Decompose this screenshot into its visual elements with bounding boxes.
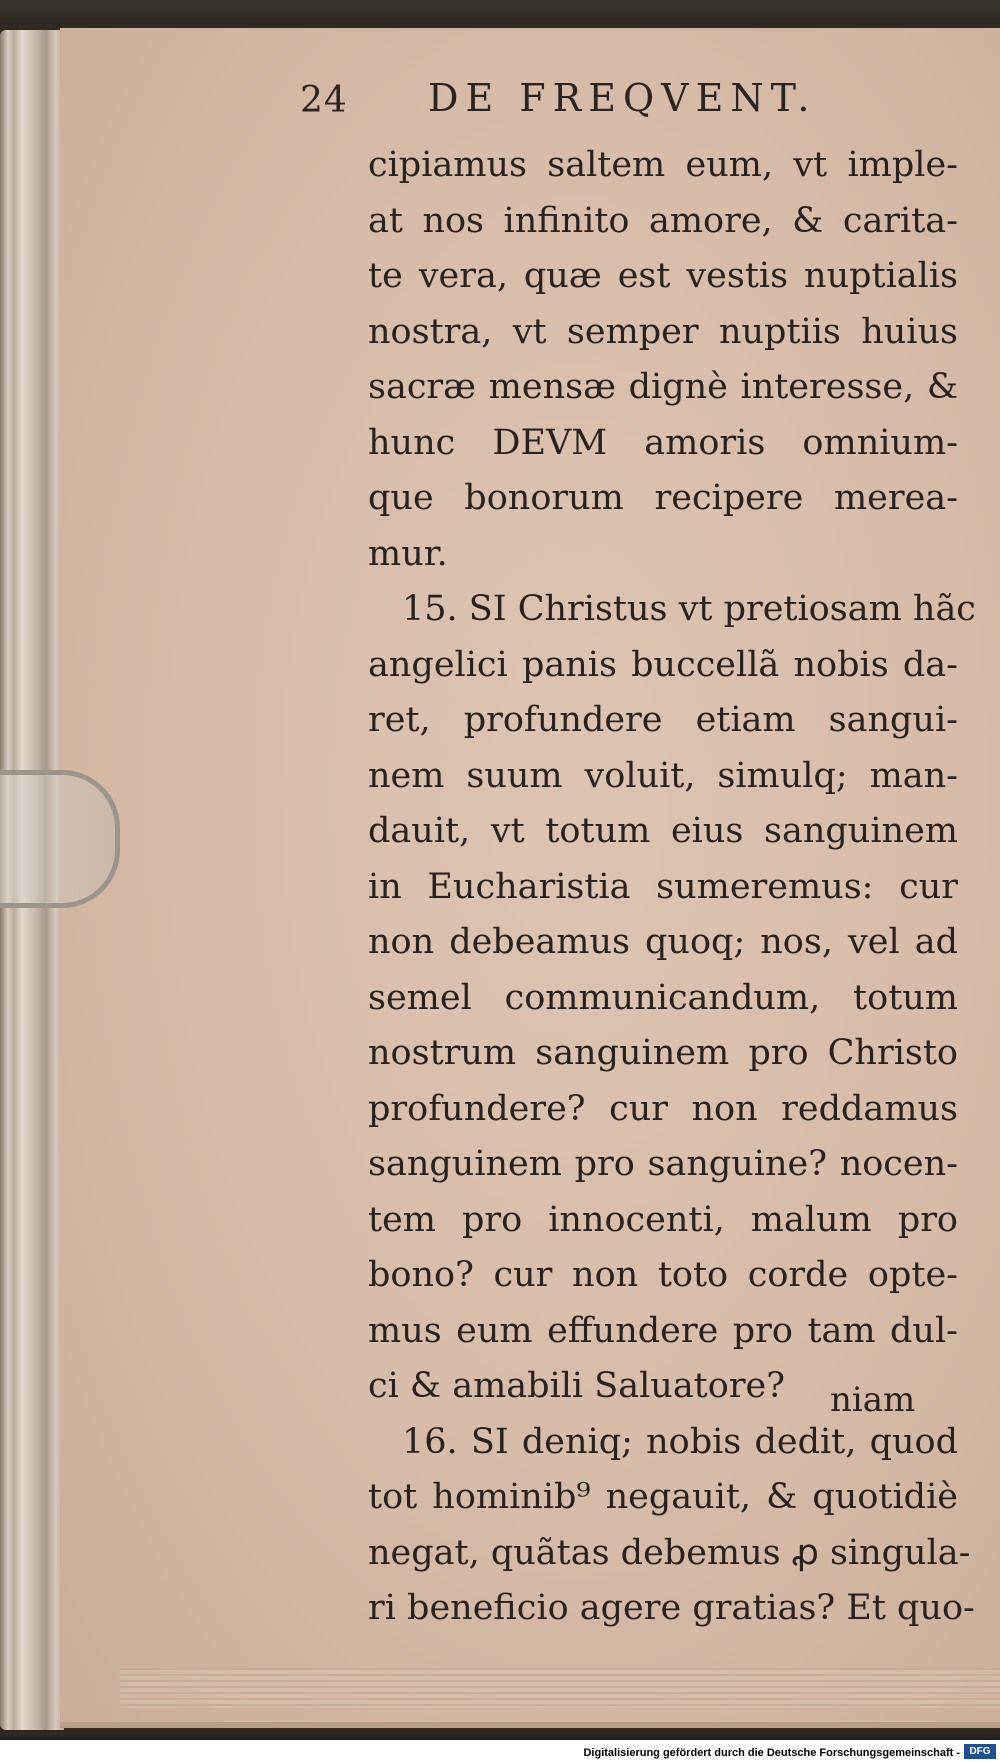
- text-line: nem suum voluit, simulq; man-: [368, 755, 958, 796]
- text-line: ret, profundere etiam sangui-: [368, 700, 958, 740]
- text-line: angelici panis buccellã nobis da-: [368, 644, 958, 685]
- running-head: [300, 70, 910, 130]
- text-line: nostra, vt semper nuptiis huius: [368, 311, 958, 352]
- text-line: que bonorum recipere merea-: [368, 478, 958, 518]
- text-line: cipiamus saltem eum, vt imple-: [368, 145, 958, 185]
- text-line: at nos infinito amore, & carita-: [368, 200, 958, 241]
- paragraph-start-line: 15. SI Christus vt pretiosam hãc: [402, 589, 976, 629]
- paragraph-start-line: 16. SI deniq; nobis dedit, quod: [402, 1421, 958, 1462]
- text-line: profundere? cur non reddamus: [368, 1088, 958, 1129]
- text-line: ri beneficio agere gratias? Et quo-: [368, 1588, 975, 1628]
- text-line: nostrum sanguinem pro Christo: [368, 1033, 958, 1073]
- text-line: sanguinem pro sanguine? nocen-: [368, 1144, 958, 1184]
- digitization-footer: [0, 1740, 1000, 1762]
- dfg-logo-icon: DFG: [964, 1744, 996, 1759]
- text-line: bono? cur non toto corde opte-: [368, 1255, 958, 1295]
- text-line: dauit, vt totum eius sanguinem: [368, 811, 958, 851]
- text-line: mur.: [368, 533, 448, 574]
- text-line: ci & amabili Saluatore?: [368, 1366, 786, 1406]
- text-line: tot hominib⁹ negauit, & quotidiè: [368, 1477, 958, 1517]
- text-line: negat, quãtas debemus ꝓ singula-: [368, 1532, 971, 1573]
- page-number: 24: [300, 80, 348, 121]
- page-edge-lines: [120, 1668, 1000, 1708]
- text-line: hunc DEVM amoris omnium-: [368, 422, 958, 463]
- clasp-clip: [0, 770, 120, 908]
- text-line: non debeamus quoq; nos, vel ad: [368, 922, 958, 962]
- funding-credit: Digitalisierung gefördert durch die Deutsche Forschungsgemeinschaft -: [583, 1747, 960, 1759]
- catchword: niam: [830, 1380, 916, 1420]
- running-title: DE FREQVENT.: [428, 76, 817, 120]
- text-line: sacræ mensæ dignè interesse, &: [368, 367, 958, 407]
- text-line: te vera, quæ est vestis nuptialis: [368, 256, 958, 296]
- text-line: in Eucharistia sumeremus: cur: [368, 866, 958, 907]
- text-line: mus eum effundere pro tam dul-: [368, 1310, 958, 1351]
- text-line: semel communicandum, totum: [368, 977, 958, 1018]
- text-line: tem pro innocenti, malum pro: [368, 1199, 958, 1240]
